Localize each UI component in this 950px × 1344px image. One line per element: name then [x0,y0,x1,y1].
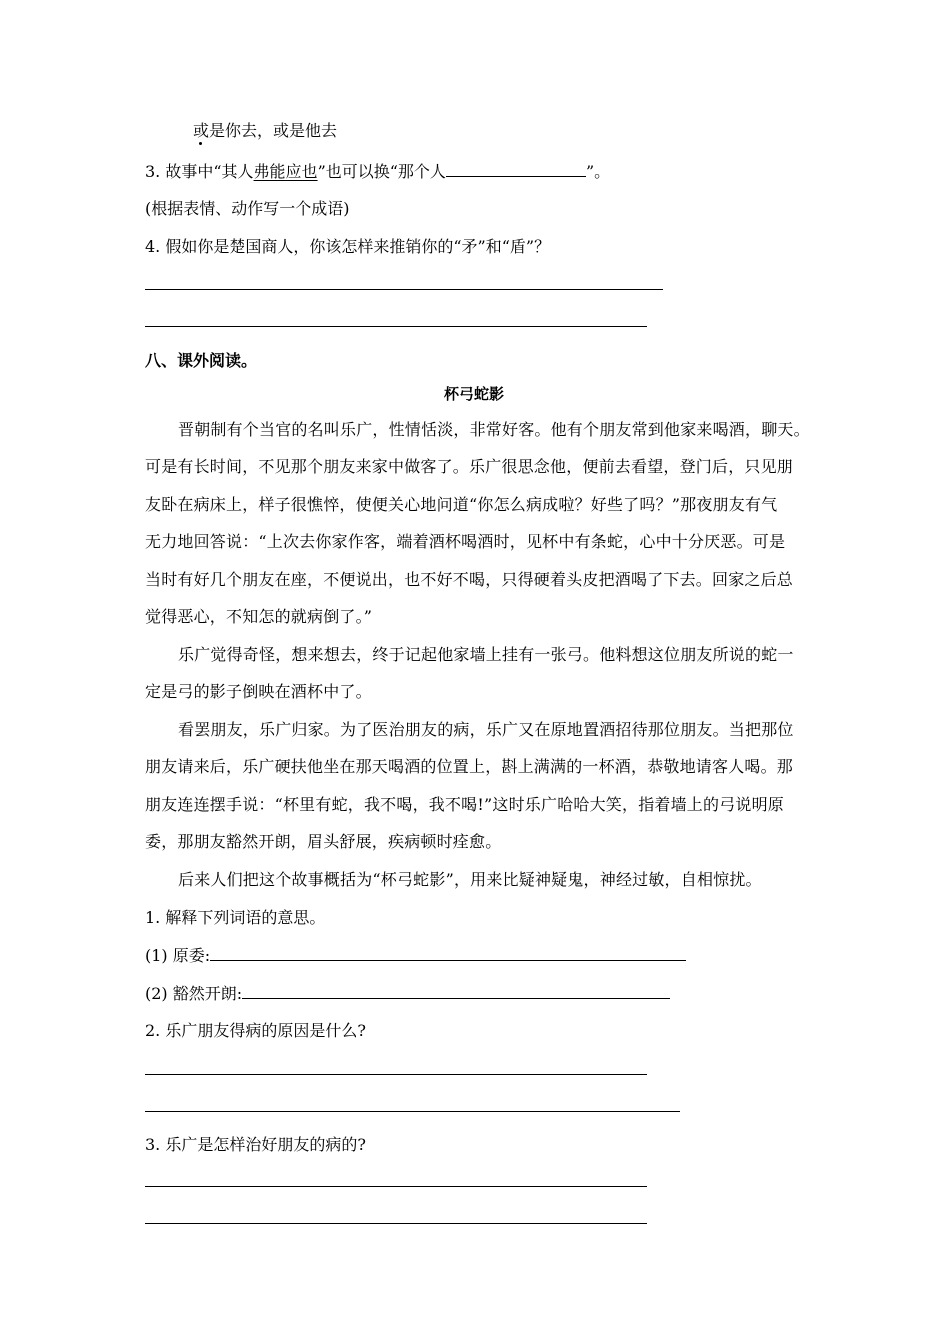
q4-answer-line-2[interactable] [145,326,647,327]
question-4: 4. 假如你是楚国商人，你该怎样来推销你的“矛”和“盾”？ [145,237,551,256]
q3-prefix: 3. 故事中“其人 [145,162,254,181]
para3-line1: 看罢朋友，乐广归家。为了医治朋友的病，乐广又在原地置酒招待那位朋友。当把那位 [178,720,794,739]
question-3-hint: (根据表情、动作写一个成语) [145,199,350,218]
q2-answer-line-1[interactable] [145,1074,647,1075]
q3-underlined: 弗能应也 [253,162,318,181]
para3-line3: 朋友连连摆手说：“杯里有蛇，我不喝，我不喝!”这时乐广哈哈大笑，指着墙上的弓说明原 [145,795,784,814]
para1-line2: 可是有长时间，不见那个朋友来家中做客了。乐广很思念他，便前去看望，登门后，只见朋 [145,457,794,476]
para1-line6: 觉得恶心，不知怎的就病倒了。” [145,607,373,626]
question-2: 2. 乐广朋友得病的原因是什么? [145,1021,366,1040]
para1-line4: 无力地回答说：“上次去你家作客，端着酒杯喝酒时，见杯中有条蛇，心中十分厌恶。可是 [145,532,786,551]
section-heading: 八、课外阅读。 [145,351,258,370]
para2-line2: 定是弓的影子倒映在酒杯中了。 [145,682,372,701]
dotted-char: 或 [193,121,210,140]
q3-answer-line-1[interactable] [145,1186,647,1187]
question-1-2 [145,982,670,1005]
q1-1-answer-blank[interactable] [210,944,686,961]
para1-line1: 晋朝制有个当官的名叫乐广，性情恬淡，非常好客。他有个朋友常到他家来喝酒，聊天。 [178,420,810,439]
q1-2-answer-blank[interactable] [242,982,670,999]
para1-line5: 当时有好几个朋友在座，不便说出，也不好不喝，只得硬着头皮把酒喝了下去。回家之后总 [145,570,794,589]
para2-line1: 乐广觉得奇怪，想来想去，终于记起他家墙上挂有一张弓。他料想这位朋友所说的蛇一 [178,645,794,664]
para3-line4: 委，那朋友豁然开朗，眉头舒展，疾病顿时痊愈。 [145,832,502,851]
para3-line2: 朋友请来后，乐广硬扶他坐在那天喝酒的位置上，斟上满满的一杯酒，恭敬地请客人喝。那 [145,757,794,776]
q1-1-label: (1) 原委: [145,946,211,965]
q1-2-label: (2) 豁然开朗: [145,984,243,1003]
example-line [193,120,337,142]
example-text: 是你去，或是他去 [209,121,338,140]
q3-end: ”。 [585,162,611,181]
question-3-bottom: 3. 乐广是怎样治好朋友的病的? [145,1135,366,1154]
q3-answer-line-2[interactable] [145,1223,647,1224]
story-title: 杯弓蛇影 [444,385,505,403]
para1-line3: 友卧在病床上，样子很憔悴，使便关心地问道“你怎么病成啦？好些了吗？”那夜朋友有气 [145,495,778,514]
q2-answer-line-2[interactable] [145,1111,680,1112]
para4-line1: 后来人们把这个故事概括为“杯弓蛇影”，用来比疑神疑鬼，神经过敏，自相惊扰。 [178,870,762,889]
q4-answer-line-1[interactable] [145,289,663,290]
q3-answer-blank[interactable] [446,160,586,177]
question-1: 1. 解释下列词语的意思。 [145,908,326,927]
q3-mid: ”也可以换“那个人 [317,162,446,181]
question-3 [145,160,610,183]
question-1-1 [145,944,686,967]
